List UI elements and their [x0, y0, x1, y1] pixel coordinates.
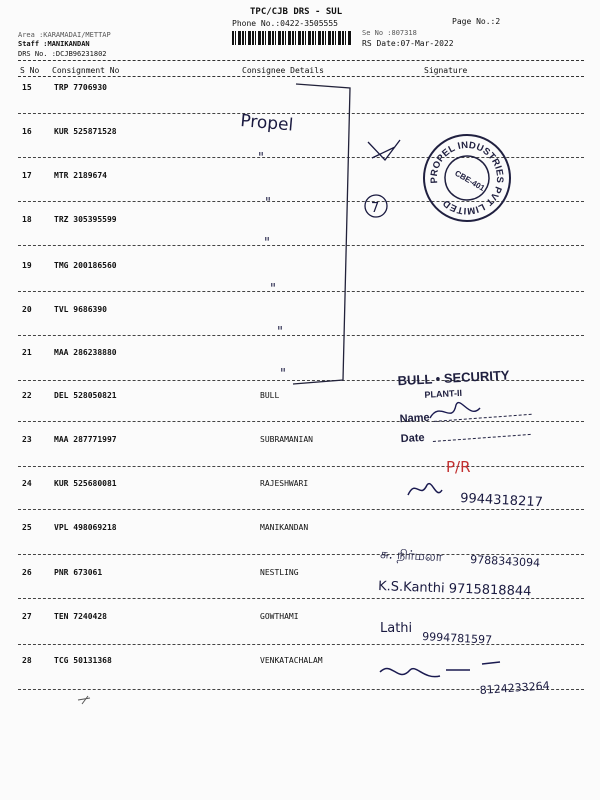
propel-stamp-inner: CBE-401 [453, 168, 487, 193]
signature-28 [380, 662, 500, 677]
phone-26b: K.S.Kanthi 9715818844 [377, 579, 532, 600]
rs-date: RS Date:07-Mar-2022 [362, 39, 454, 48]
circled-number: 7 [371, 201, 380, 216]
row-consignment: TMG 200186560 [54, 261, 117, 270]
col-sno: S No [20, 66, 40, 75]
row-consignment: TCG 50131368 [54, 656, 112, 665]
tick-mark [368, 140, 400, 160]
se-number: Se No :807318 [362, 29, 417, 37]
row-sno: 19 [22, 261, 32, 270]
phone-27: 9994781597 [421, 630, 493, 647]
phone-26: 9788343094 [469, 553, 541, 570]
handwritten-propel: Propel [239, 111, 295, 136]
ditto-mark: " [270, 282, 276, 297]
ditto-mark: " [264, 236, 270, 251]
row-sno: 20 [22, 305, 32, 314]
row-sno: 24 [22, 479, 32, 488]
row-sno: 21 [22, 348, 32, 357]
row-sno: 28 [22, 656, 32, 665]
row-consignment: KUR 525871528 [54, 127, 117, 136]
signature-24 [408, 484, 442, 495]
bull-stamp-name: Name [399, 411, 430, 426]
row-consignee: NESTLING [260, 568, 299, 577]
page-number: Page No.:2 [452, 17, 501, 26]
staff-line: Staff :MANIKANDAN [18, 40, 90, 48]
row-consignment: TRZ 305395599 [54, 215, 117, 224]
propel-stamp [417, 128, 517, 228]
row-consignee: MANIKANDAN [260, 523, 309, 532]
stray-mark [78, 696, 90, 704]
col-consignee: Consignee Details [242, 66, 324, 75]
col-consignment: Consignment No [52, 66, 120, 75]
row-sno: 15 [22, 83, 32, 92]
ditto-mark: " [265, 196, 271, 211]
row-consignee: VENKATACHALAM [260, 656, 323, 665]
bull-stamp-date: Date [400, 431, 425, 446]
row-consignment: DEL 528050821 [54, 391, 117, 400]
bull-stamp-sub: PLANT-II [424, 387, 463, 400]
row-consignment: PNR 673061 [54, 568, 103, 577]
propel-stamp-text: PROPEL INDUSTRIES PVT LIMITED [428, 139, 506, 217]
row-consignment: TVL 9686390 [54, 305, 107, 314]
ditto-mark: " [277, 325, 283, 340]
ditto-mark: " [280, 367, 286, 382]
bull-signature [430, 403, 480, 418]
row-sno: 16 [22, 127, 32, 136]
phone-number: Phone No.:0422-3505555 [232, 19, 338, 28]
pr-initials: P/R [446, 458, 471, 476]
name-27: Lathi [380, 621, 413, 636]
row-sno: 18 [22, 215, 32, 224]
col-signature: Signature [424, 66, 468, 75]
name-26: சு. நிர்மலா [379, 547, 443, 566]
row-consignment: MTR 2189674 [54, 171, 107, 180]
row-consignee: SUBRAMANIAN [260, 435, 313, 444]
ditto-mark: " [258, 151, 264, 166]
row-sno: 23 [22, 435, 32, 444]
row-sno: 22 [22, 391, 32, 400]
phone-24: 9944318217 [459, 491, 544, 511]
row-consignee: GOWTHAMI [260, 612, 299, 621]
row-consignee: BULL [260, 391, 280, 400]
drs-number: DRS No. :DCJB96231802 [18, 50, 107, 58]
report-title: TPC/CJB DRS - SUL [250, 7, 343, 17]
row-sno: 17 [22, 171, 32, 180]
row-consignment: TRP 7706930 [54, 83, 107, 92]
bull-stamp-title: BULL • SECURITY [397, 367, 510, 389]
row-consignment: MAA 286238880 [54, 348, 117, 357]
row-consignment: TEN 7240428 [54, 612, 107, 621]
phone-28: 8124233264 [479, 679, 551, 697]
row-sno: 26 [22, 568, 32, 577]
row-consignee: RAJESHWARI [260, 479, 309, 488]
bull-security-stamp [397, 366, 533, 445]
row-consignment: MAA 287771997 [54, 435, 117, 444]
area-line: Area :KARAMADAI/METTAP [18, 31, 111, 39]
row-sno: 25 [22, 523, 32, 532]
row-consignment: KUR 525680081 [54, 479, 117, 488]
row-sno: 27 [22, 612, 32, 621]
row-consignment: VPL 498069218 [54, 523, 117, 532]
bracket-mark [293, 84, 350, 384]
